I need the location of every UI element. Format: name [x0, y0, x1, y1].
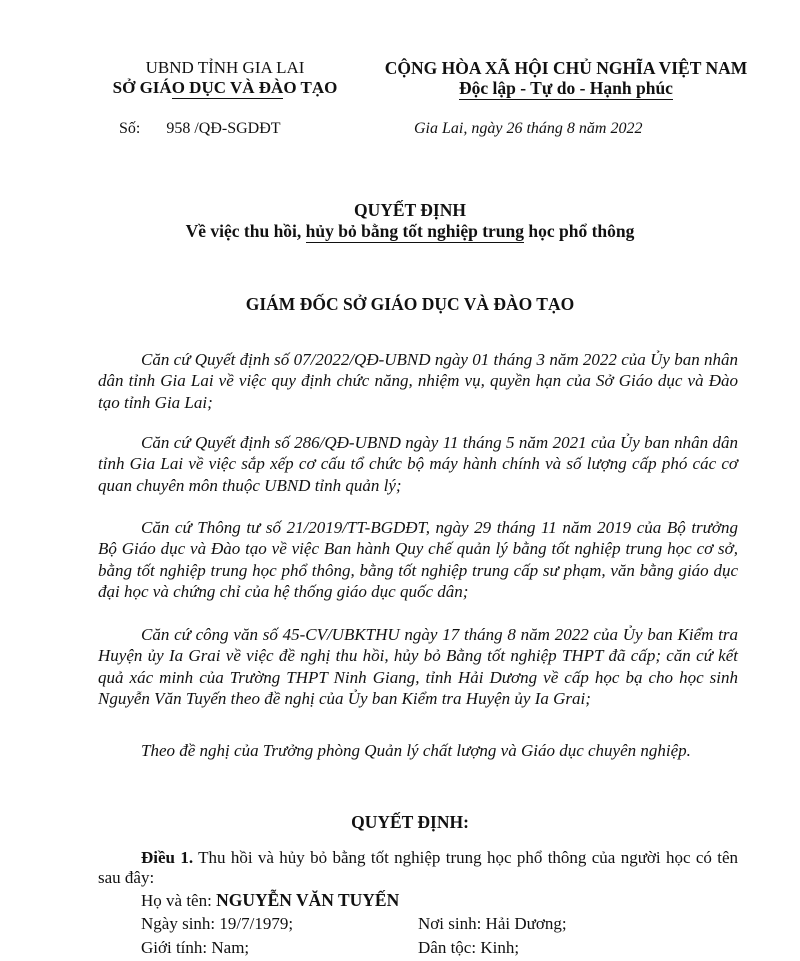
person-birthplace: Nơi sinh: Hải Dương; [418, 914, 567, 933]
agency-line-2-start: SỞ GIÁ [112, 78, 172, 97]
document-title [100, 200, 720, 242]
title-subject-underlined: hủy bỏ bằng tốt nghiệp trung [305, 221, 525, 241]
article-1-label: Điều 1. [141, 848, 194, 867]
document-number [119, 120, 281, 138]
title-subject-end: học phổ thông [524, 221, 635, 241]
document-number-label: Số: [119, 120, 141, 137]
title-heading: QUYẾT ĐỊNH [354, 200, 466, 220]
proposal-basis: Theo đề nghị của Trưởng phòng Quản lý chất lượng và Giáo dục chuyên nghiệp. [141, 741, 691, 760]
nation-name: CỘNG HÒA XÃ HỘI CHỦ NGHĨA VIỆT NAM [384, 58, 748, 78]
legal-basis-3: Căn cứ Thông tư số 21/2019/TT-BGDĐT, ngày 29 tháng 11 năm 2019 của Bộ trưởng Bộ Giáo dục và Đào tạo về việc Ban hành Quy chế quản lý bằng tốt nghiệp trung học cơ sở, bằng tốt nghiệp trung học phổ thông, bằng tốt nghiệp trung cấp sư phạm, văn bằng giáo dục đại học và chứng chỉ của hệ thống giáo dục quốc dân; [98, 518, 738, 601]
person-name-label: Họ và tên: [141, 891, 217, 910]
motto [370, 78, 762, 98]
agency-line-2-end: O TẠO [283, 78, 338, 97]
person-name: NGUYỄN VĂN TUYẾN [216, 890, 400, 910]
person-name-row [141, 890, 399, 911]
authority-heading: GIÁM ĐỐC SỞ GIÁO DỤC VÀ ĐÀO TẠO [245, 294, 575, 314]
legal-basis-4: Căn cứ công văn số 45-CV/UBKTHU ngày 17 tháng 8 năm 2022 của Ủy ban Kiểm tra Huyện ủy Ia Grai về việc đề nghị thu hồi, hủy bỏ Bằng tốt nghiệp THPT đã cấp; căn cứ kết quả xác minh của Trường THPT Ninh Giang, tỉnh Hải Dương về cấp học bạ cho học sinh Nguyễn Văn Tuyến theo đề nghị của Ủy ban Kiểm tra Huyện ủy Ia Grai; [98, 625, 738, 708]
person-ethnicity: Dân tộc: Kinh; [418, 938, 520, 957]
title-subject [100, 221, 720, 242]
national-header [370, 58, 762, 98]
article-1 [98, 848, 738, 888]
motto-text: Độc lập - Tự do - Hạnh phúc [459, 78, 673, 98]
issuing-agency [92, 58, 358, 98]
person-dob: Ngày sinh: 19/7/1979; [141, 914, 294, 933]
document-number-value: 958 /QĐ-SGDĐT [166, 120, 281, 137]
person-gender: Giới tính: Nam; [141, 938, 250, 957]
agency-line-1: UBND TỈNH GIA LAI [145, 58, 305, 77]
legal-basis-2: Căn cứ Quyết định số 286/QĐ-UBND ngày 11 tháng 5 năm 2021 của Ủy ban nhân dân tỉnh Gia Lai về việc sắp xếp cơ cấu tổ chức bộ máy hành chính và số lượng cấp phó các cơ quan chuyên môn thuộc UBND tỉnh quản lý; [98, 433, 738, 495]
legal-basis-1: Căn cứ Quyết định số 07/2022/QĐ-UBND ngày 01 tháng 3 năm 2022 của Ủy ban nhân dân tỉnh Gia Lai về việc quy định chức năng, nhiệm vụ, quyền hạn của Sở Giáo dục và Đào tạo tỉnh Gia Lai; [98, 350, 738, 412]
agency-line-2-underlined: O DỤC VÀ ĐÀ [171, 78, 284, 97]
place-date: Gia Lai, ngày 26 tháng 8 năm 2022 [414, 120, 643, 137]
agency-line-2 [92, 78, 358, 98]
decision-heading: QUYẾT ĐỊNH: [351, 812, 469, 832]
article-1-text: Thu hồi và hủy bỏ bằng tốt nghiệp trung học phổ thông của người học có tên sau đây: [98, 848, 738, 887]
title-subject-start: Về việc thu hồi, [185, 221, 306, 241]
